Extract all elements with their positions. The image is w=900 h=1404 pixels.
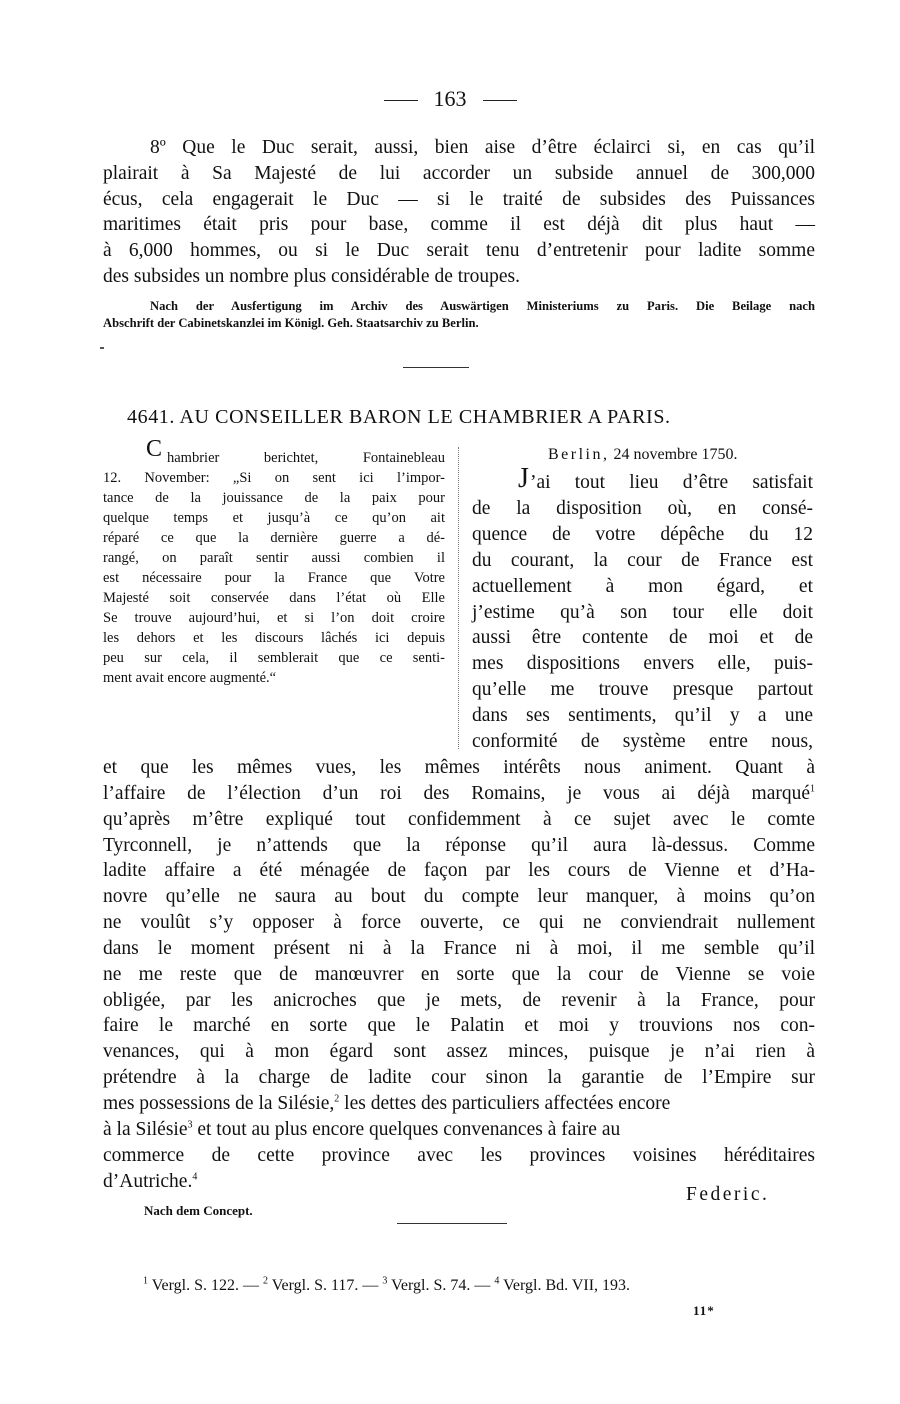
- text-line-body: d’Autriche.: [103, 1171, 193, 1192]
- summary-line: est nécessaire pour la France que Votre: [103, 570, 445, 586]
- drop-capital: C: [146, 436, 163, 462]
- text-line: [103, 781, 815, 807]
- footnote-ref: 3: [187, 1119, 193, 1131]
- letter-line: quence de votre dépêche du 12: [472, 524, 813, 545]
- summary-line: ment avait encore augmenté.“: [103, 670, 277, 686]
- text-line: plairait à Sa Majesté de lui accorder un subside annuel de 300,000: [103, 163, 815, 184]
- text-line-body: à la Silésie$^3$ et tout au plus encore quelques convenances à faire au: [103, 1119, 621, 1140]
- text-line: et que les mêmes vues, les mêmes intérêts nous animent. Quant à: [103, 757, 815, 778]
- summary-line: réparé ce que la dernière guerre a dé-: [103, 530, 445, 546]
- footnote-text: Vergl. S. 117.: [271, 1277, 359, 1294]
- letter-line: du courant, la cour de France est: [472, 550, 813, 571]
- letter-line: dans ses sentiments, qu’il y a une: [472, 705, 813, 726]
- signature: Federic.: [686, 1184, 770, 1205]
- text-line: prétendre à la charge de ladite cour sinon la garantie de l’Empire sur: [103, 1067, 815, 1088]
- dateline: [548, 446, 737, 464]
- footnote-ref: 1: [810, 783, 815, 795]
- text-line: [103, 1117, 620, 1143]
- footnote-number: 3: [382, 1275, 388, 1287]
- sheet-signature-mark: 11*: [693, 1303, 715, 1318]
- summary-line: tance de la jouissance de la paix pour: [103, 490, 445, 506]
- text-line: des subsides un nombre plus considérable de troupes.: [103, 266, 521, 287]
- text-line: dans le moment présent ni à la France ni à moi, il me semble qu’il: [103, 938, 815, 959]
- letter-line: actuellement à mon égard, et: [472, 576, 813, 597]
- text-line-body: mes possessions de la Silésie,$^2$ les dettes des particuliers affectées encore: [103, 1093, 671, 1114]
- text-line: obligée, par les anicroches que je mets, de revenir à la France, pour: [103, 990, 815, 1011]
- footnote-divider: [397, 1223, 507, 1224]
- letter-line: qu’elle me trouve presque partout: [472, 679, 813, 700]
- footnote-text: Vergl. S. 74.: [391, 1277, 471, 1294]
- letter-line: j’estime qu’à son tour elle doit: [472, 602, 813, 623]
- footnote-number: 4: [494, 1275, 500, 1287]
- footnote-number: 1: [143, 1275, 148, 1287]
- text-line-body: l’affaire de l’élection d’un roi des Romains, je vous ai déjà marqué: [103, 783, 810, 804]
- text-line: novre qu’elle ne saura au bout du compte leur manquer, à moins qu’on: [103, 886, 815, 907]
- letter-line: aussi être contente de moi et de: [472, 627, 813, 648]
- concept-note: Nach dem Concept.: [144, 1203, 253, 1218]
- drop-capital: J: [518, 463, 529, 494]
- text-line: ne me reste que de manœuvrer en sorte que la cour de Vienne se voie: [103, 964, 815, 985]
- summary-line: rangé, on paraît sentir aussi combien il: [103, 550, 445, 566]
- summary-line: Majesté soit conservée dans l’état où Elle: [103, 590, 445, 606]
- stray-mark: [100, 347, 104, 349]
- letter-line: de la disposition où, en consé-: [472, 498, 813, 519]
- letter-line: conformité de système entre nous,: [472, 731, 813, 752]
- footnote-separator: —: [474, 1277, 491, 1294]
- text-line: 8º Que le Duc serait, aussi, bien aise d’être éclairci si, en cas qu’il: [150, 137, 815, 158]
- page-number: 163: [433, 86, 467, 111]
- text-line: [103, 1169, 197, 1195]
- dateline-date: 24 novembre 1750.: [613, 446, 738, 463]
- section-divider: [403, 367, 469, 368]
- source-note-line: Abschrift der Cabinetskanzlei im Königl. Geh. Staatsarchiv zu Berlin.: [103, 316, 479, 330]
- column-separator: [458, 447, 459, 749]
- text-line: venances, qui à mon égard sont assez minces, puisque je n’ai rien à: [103, 1041, 815, 1062]
- footnote-text: Vergl. Bd. VII, 193.: [503, 1277, 631, 1294]
- page-number-dash-right: [483, 100, 517, 101]
- letter-line: mes dispositions envers elle, puis-: [472, 653, 813, 674]
- footnote-ref: 2: [334, 1093, 340, 1105]
- text-line: [103, 1091, 670, 1117]
- text-line: ne voulût s’y opposer à force ouverte, ce qui ne conviendrait nullement: [103, 912, 815, 933]
- text-line: faire le marché en sorte que le Palatin et moi y trouvions nos con-: [103, 1015, 815, 1036]
- footnotes: [143, 1277, 630, 1295]
- letter-heading: 4641. AU CONSEILLER BARON LE CHAMBRIER A PARIS.: [127, 406, 671, 428]
- summary-line: peu sur cela, il semblerait que ce senti-: [103, 650, 445, 666]
- summary-line: 12. November: „Si on sent ici l’impor-: [103, 470, 445, 486]
- text-line: Tyrconnell, je n’attends que la réponse qu’il aura là-dessus. Comme: [103, 835, 815, 856]
- summary-line: quelque temps et jusqu’à ce qu’on ait: [103, 510, 445, 526]
- text-line: commerce de cette province avec les provinces voisines héréditaires: [103, 1145, 815, 1166]
- source-note-line: Nach der Ausfertigung im Archiv des Auswärtigen Ministeriums zu Paris. Die Beilage nach: [150, 299, 815, 313]
- letter-line-text: ’ai tout lieu d’être satisfait: [530, 472, 813, 493]
- text-line: ladite affaire a été ménagée de façon par les cours de Vienne et d’Ha-: [103, 860, 815, 881]
- footnote-separator: —: [362, 1277, 379, 1294]
- text-line: maritimes était pris pour base, comme il est déjà dit plus haut —: [103, 214, 815, 235]
- text-line: à 6,000 hommes, ou si le Duc serait tenu d’entretenir pour ladite somme: [103, 240, 815, 261]
- summary-line: les dehors et les discours lâchés ici depuis: [103, 630, 445, 646]
- summary-line-text: hambrier berichtet, Fontainebleau: [167, 450, 445, 466]
- footnote-text: Vergl. S. 122.: [151, 1277, 239, 1294]
- page-number-line: [0, 86, 900, 112]
- summary-line: Se trouve aujourd’hui, et si l’on doit croire: [103, 610, 445, 626]
- footnote-ref: 4: [192, 1171, 198, 1183]
- text-line: qu’après m’être expliqué tout confidemment à ce sujet avec le comte: [103, 809, 815, 830]
- footnote-separator: —: [242, 1277, 259, 1294]
- page-number-dash-left: [384, 100, 418, 101]
- footnote-number: 2: [262, 1275, 268, 1287]
- text-line: écus, cela engagerait le Duc — si le traité de subsides des Puissances: [103, 189, 815, 210]
- dateline-place: Berlin,: [548, 446, 610, 463]
